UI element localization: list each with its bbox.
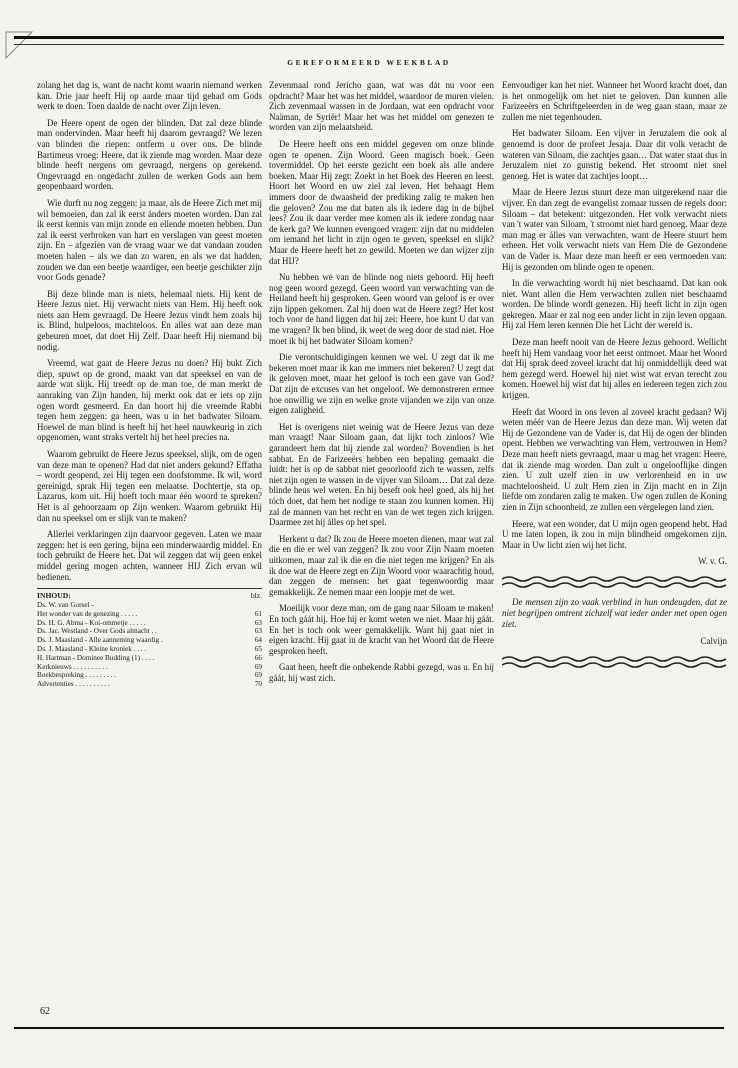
quote-author: Calvijn [700,635,727,646]
wave-divider-bottom [502,655,727,669]
calvin-quote: De mensen zijn zo vaak verblind in hun ondeugden, dat ze niet begrijpen omtrent zichzelf wat ieder ander met open ogen ziet. [502,596,727,629]
toc-title: Kerknieuws . . . . . . . . . . [37,662,108,671]
page-corner-icon [4,30,34,60]
column-left [37,80,262,689]
toc-page: 70 [254,680,262,689]
paragraph: Wie durft nu nog zeggen: ja maar, als de Heere Zich met mij wil bemoeien, dan zal ik eerst ánders moeten worden. Dan zal ik eerst kennis van mijn zonde en ellende moeten hebben. Dan zal ik eerst verbroken van hart en verslagen van geest moeten zijn. En – afgezien van de vraag waar we dat vandaan zouden moeten halen – als we dan zo waren, en als we dat hadden, zouden we dan een beetje waardiger, een beetje geschikter zijn voor Gods genade? [37,197,262,283]
toc-row[interactable] [37,601,262,610]
toc-heading: INHOUD: [37,591,71,601]
paragraph: Nu hebben we van de blinde nog niets gehoord. Hij heeft nog geen woord gezegd. Geen woord van verwachting van de Heiland heeft hij gesproken. Geen woord van geloof is er over zijn lippen gekomen. Zal hij doen wat de Heere zegt? Het kost toch voor de hand liggen dat hij zei: Heere, hoe kunt U dat van me vragen? Ik ben blind, ik weet de weg door de stad niet. Hoe moet ik bij het badwater Siloam komen? [269,272,494,346]
wave-divider-top [502,575,727,589]
toc-title: Ds. J. Maasland - Alle aanneming waardig . [37,636,163,645]
paragraph: zolang het dag is, want de nacht komt waarin niemand werken kan. Drie jaar heeft Hij op aarde maar tijd gehad om Gods werk te doen. Toen daalde de nacht over Zijn leven. [37,80,262,112]
toc-page [258,601,262,610]
paragraph: Zevenmaal rond Jericho gaan, wat was dát nu voor een opdracht? Maar het was het middel, waardoor de muren vielen. Zich zevenmaal wassen in de Jordaan, wat een opdracht voor Naäman, de Syriër! Maar het was het middel om genezen te worden van zijn melaatsheid. [269,80,494,133]
paragraph: Bij deze blinde man is niets, helemaal niets. Hij kent de Heere Jezus niet. Hij verwacht niets van Hem. Hij heeft ook niets aan Hem gevraagd. De Heere Jezus vindt hem zoals hij is. Blind, hulpeloos, machteloos. En alles wat aan deze man gebeuren moet, dat doet Hij Zelf. Daar heeft Hij niemand bij nodig. [37,288,262,352]
toc-row[interactable] [37,663,262,672]
toc-page: 64 [254,636,262,645]
toc-row[interactable] [37,645,262,654]
paragraph: De Heere heeft ons een middel gegeven om onze blinde ogen te openen. Zijn Woord. Geen magisch boek. Geen tovermiddel. Op het eerste gezicht een boek als alle andere boeken. Maar Hij zegt: Zoekt in het Boek des Heeren en leest. Hoort het Woord en uw ziel zal leven. Het behaagt Hem immers door de dwaasheid der prediking zalig te maken hen die geloven? Zou me dat baten als ik iedere dag in de bijbel lees? Zou ik daar verder mee komen als ik iedere zondag naar de kerk ga? We kunnen evengoed vragen: zijn dat nu middelen om iemand het licht in zijn ogen te geven, speeksel en slijk? Maar de Heere heeft het zo gewild. Moeten we dan wijzer zijn dat HIJ? [269,138,494,266]
column-middle [269,80,494,689]
paragraph: Moeilijk voor deze man, om de gang naar Siloam te maken! En toch gáát hij. Hoe hij er komt weten we niet. Maar hij gáát. En het is toch ook weer gemakkelijk. Want hij gaat niet in eigen kracht. Hij gaat in de kracht van het Woord dat de Heere gesproken heeft. [269,603,494,656]
toc-header [37,592,262,601]
paragraph: Eenvoudiger kan het niet. Wanneer het Woord kracht doet, dan is het onmogelijk om het niet te geloven. Dan kunnen alle Farizeeërs en Schriftgeleerden in de weg gaan staan, maar ze zullen me niet tegenhouden. [502,80,727,122]
toc-page: 61 [254,609,262,618]
paragraph: Vreemd, wat gaat de Heere Jezus nu doen? Hij bukt Zich diep, spuwt op de grond, maakt van dat speeksel en van de aarde wat slijk. Hij treedt op de man toe, de man merkt de aanraking van Zijn handen, hij merkt ook dat er iets op zijn ogen wordt gesmeerd. En dan hoort hij die vreemde Rabbi tegen hem zeggen: ga heen, was u in het badwater Siloam. Hoewel de man blind is heeft hij het heel nauwkeurig in zich opgenomen, want straks vertelt hij het heel precies na. [37,358,262,443]
paragraph: Waarom gebruikt de Heere Jezus speeksel, slijk, om de ogen van deze man te openen? Had dat niet anders gekund? Effatha – wordt geopend, zei Hij tegen een doofstomme. Ik wil, word gereinigd, sprak Hij tegen een melaatse. Dochtertje, sta op. Lazarus, kom uit. Hij hoeft toch maar één woord te spreken? Het is al gehoorzaam op Zijn wenken. Waarom gebruikt Hij dan nu speeksel om er slijk van te maken? [37,449,262,523]
page-number: 62 [40,1006,50,1017]
toc-page: 63 [254,618,262,627]
toc-row[interactable] [37,627,262,636]
paragraph: Het is overigens niet weinig wat de Heere Jezus van deze man vraagt! Naar Siloam gaan, dat lijkt toch zinloos? Wie garandeert hem dat hij ziende zal worden? Bovendien is het sabbat. En de Farizeeërs hebben een bepaling gemaakt die luidt: het is op de sabbat niet geoorloofd zich te wassen, zelfs niet zijn ogen te wassen in de vijver van Siloam… Dat zal deze blinde heus wel weten. En hij beseft ook heel goed, als hij het tóch doet, dat hem het nodige te staan zou kunnen komen. Hij zal de mannen van het recht en van de wet tegen zich krijgen. Daarmee zet hij álles op het spel. [269,421,494,528]
toc-title: Ds. W. van Gorsel - [37,600,94,609]
toc-page: 69 [254,662,262,671]
author-signature: W. v. G. [698,556,727,567]
paragraph: Herkent u dat? Ik zou de Heere moeten dienen, maar wat zal die en die er wel van zeggen? Ik zou voor Zijn Naam moeten uitkomen, maar zal ik die en die niet tegen me krijgen? En als ik doe wat de Heere zegt en Zijn Woord voor waarachtig houd, dan zeggen de mensen: het gaat tegenwoordig maar gemakkelijk. Ze nemen maar een loopje met de wet. [269,533,494,597]
toc-page-label: blz. [250,591,262,601]
bottom-rule [14,1027,724,1029]
toc-row[interactable] [37,671,262,680]
toc-row[interactable] [37,680,262,689]
column-right [502,80,727,677]
toc-title: Boekbespreking . . . . . . . . . [37,671,117,680]
toc-title: Advertenties . . . . . . . . . . [37,680,110,689]
paragraph: In die verwachting wordt hij niet beschaamd. Dat kan ook niet. Want allen die Hem verwachten zullen niet beschaamd worden. De blinde wordt genezen. Hij heeft licht in zijn ogen gekregen. Maar er zal nog een ander licht in zijn leven opgaan. Hij zal Hem leren kennen Die het Licht der wereld is. [502,278,727,331]
toc-page: 66 [254,653,262,662]
paragraph: Het badwater Siloam. Een vijver in Jeruzalem die ook al genoemd is door de profeet Jesaja. Daar dit volk veracht de wateren van Siloam, die zachtjes gaan… Dat water staat dus in Jeruzalem niet zo gunstig bekend. Het stroomt niet snel genoeg. Het is water dat zachtjes loopt… [502,128,727,181]
paragraph: Gaat heen, heeft die onbekende Rabbi gezegd, was u. En hij gáát, hij wast zich. [269,662,494,683]
toc-row[interactable] [37,654,262,663]
paragraph: Maar de Heere Jezus stuurt deze man uitgerekend naar die vijver. En dan zegt de evangelist zomaar tussen de regels door: Siloam – dat betekent: uitgezonden. Het volk verwacht niets van 't water van Siloam, 't stroomt niet hard genoeg. Maar deze man mag er álles van verwachten, want de Heere stuurt hem erheen. Het volk verwacht niets van Hem Die de Gezondene van de Vader is. Maar deze man heeft er een vermoeden van: Hij is gezonden om blinde ogen te openen. [502,187,727,272]
paragraph: Allerlei verklaringen zijn daarvoor gegeven. Laten we maar zeggen: het is een gering, bijna een minderwaardig middel. En toch gebruikt de Heere het. Dat wil zeggen dat wij geen enkel middel gering mogen achten, wanneer HIJ Zich ervan wil bedienen. [37,529,262,582]
toc-row[interactable] [37,619,262,628]
toc-title: Het wonder van de genezing . . . . . [37,609,138,618]
toc-page: 65 [254,644,262,653]
toc-page: 63 [254,627,262,636]
table-of-contents [37,588,262,689]
toc-title: Ds. Jac. Westland - Over Gods almacht . . [37,627,157,636]
toc-title: Ds. H. G. Abma - Koi-ommetje . . . . . [37,618,146,627]
top-rule [14,36,724,39]
paragraph: Heere, wat een wonder, dat U mijn ogen geopend hebt. Had U me laten lopen, ik zou in mijn blindheid omgekomen zijn. Maar in Uw licht zien wij het licht. [502,518,727,550]
top-rule-thin [14,44,724,45]
paragraph: Die verontschuldigingen kennen we wel. U zegt dat ik me bekeren moet maar ik kan me immers niet bekeren? U zegt dat ik geloven moet, maar het geloof is toch een gave van God? Dat zijn de excuses van het ongeloof. We demonstreren ermee hoe onwillig we zijn en welke grote vijanden we zijn van onze eigen zaligheid. [269,352,494,416]
toc-title: Ds. J. Maasland - Kleine kroniek . . . . [37,644,147,653]
toc-title: H. Hartman - Dominee Budding (1) . . . . [37,653,155,662]
toc-page: 69 [254,671,262,680]
paragraph: Heeft dat Woord in ons leven al zoveel kracht gedaan? Wij weten méér van de Heere Jezus dan deze man. Wij weten dat Hij de Gezondene van de Vader is, dat Hij de ogen der blinden opent. Hebben we verwachting van Hem, vertrouwen in Hem? Deze man heeft niets gevraagd, maar u mag het vragen: Heere, dat ik ziende mag worden. Dan zult u ongelooflijke dingen zien. U zult uzelf zien in uw verlorenheid en in uw machteloosheid. U zult Hem zien in Zijn macht en in Zijn liefde om zondaren zalig te maken. Uw ogen zullen de Koning zien in Zijn schoonheid, ze zullen een vèrgelegen land zien. [502,406,727,512]
paragraph: De Heere opent de ogen der blinden. Dat zal deze blinde man ondervinden. Maar heeft hij daarom gevraagd? We lezen van blinden die riepen: ontferm u over ons. De blinde Bartimeus vroeg: Heere, dat ik ziende mag worden. Maar deze blinde heeft nergens om gevraagd, nergens op gerekend. Ongevraagd en ongedacht zullen de werken Gods aan hem geopenbaard worden. [37,117,262,192]
paragraph: Deze man heeft nooit van de Heere Jezus gehoord. Wellicht heeft hij Hem vandaag voor het eerst ontmoet. Maar het Woord dat Hij sprak deed zoveel kracht dat hij onmiddellijk deed wat hem gezegd werd. Hoewel hij niet wist wat ervan terecht zou komen. Hoewel hij wist dat hij alles en iedereen tegen zich zou krijgen. [502,337,727,401]
masthead: GEREFORMEERD WEEKBLAD [287,58,451,67]
toc-row[interactable] [37,636,262,645]
toc-row[interactable] [37,610,262,619]
